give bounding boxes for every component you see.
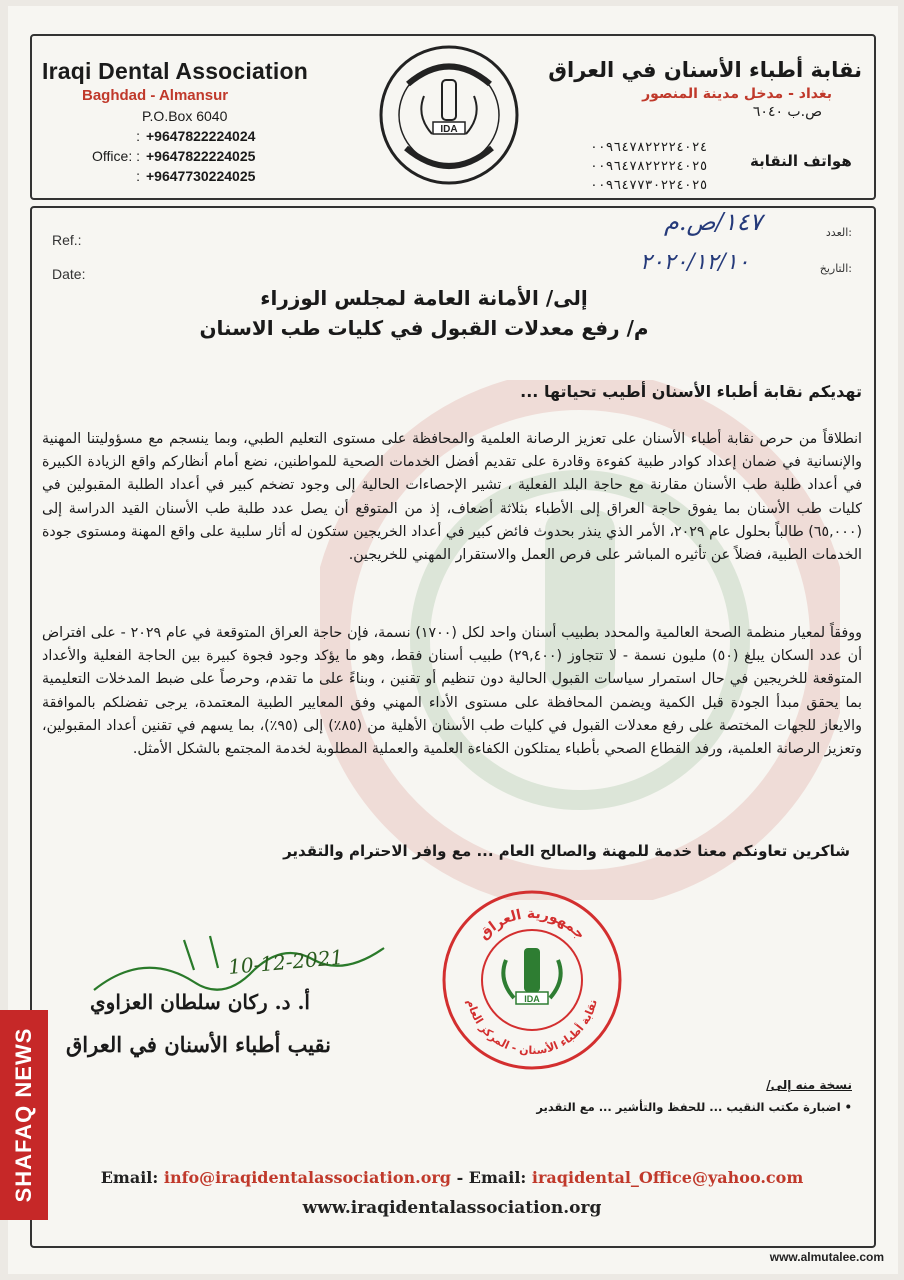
- letter-greeting: تهديكم نقابة أطباء الأسنان أطيب تحياتها ...: [520, 382, 862, 401]
- footer-website-link[interactable]: www.iraqidentalassociation.org: [302, 1198, 602, 1218]
- phone-row: [42, 126, 342, 146]
- letter-subject: م/ رفع معدلات القبول في كليات طب الاسنان: [199, 316, 649, 340]
- almutalee-watermark: www.almutalee.com: [769, 1250, 884, 1264]
- phone-label: :: [136, 128, 140, 144]
- svg-text:جمهورية العراق: [476, 906, 588, 943]
- shafaq-news-text: SHAFAQ NEWS: [11, 1027, 36, 1203]
- phone-list-en: [42, 126, 342, 186]
- date-label-en: Date:: [52, 266, 86, 282]
- footer-emails: [0, 1168, 904, 1187]
- association-title-ar: نقابة أطباء الأسنان في العراق: [548, 58, 862, 82]
- association-title-en: Iraqi Dental Association: [42, 58, 308, 84]
- phones-label-ar: هواتف النقابة: [750, 152, 852, 170]
- email-separator: -: [451, 1168, 469, 1187]
- phone-number: +9647730224025: [146, 168, 256, 184]
- phone-row: [42, 146, 342, 166]
- association-pobox-ar: ص.ب ٦٠٤٠: [752, 104, 822, 120]
- copy-to-item: • اضبارة مكتب النقيب ... للحفظ والتأشير ... مع التقدير: [536, 1100, 852, 1114]
- phone-number: +9647822224025: [146, 148, 256, 164]
- letterhead-arabic: [542, 58, 862, 120]
- seal-text-top: جمهورية العراق: [475, 905, 589, 943]
- signature-date: 10-12-2021: [227, 945, 345, 979]
- svg-text:نقابة أطباء الأسنان - المركز ا: [464, 998, 600, 1057]
- phone-list-ar: [590, 138, 707, 195]
- handwritten-reference-number: ١٤٧/ص.م: [664, 208, 763, 236]
- association-city-en: Baghdad - Almansur: [82, 87, 229, 104]
- ref-label-ar: العدد:: [825, 226, 852, 239]
- seal-text-bottom: نقابة أطباء الأسنان - المركز العام: [464, 998, 600, 1058]
- email-link-office[interactable]: iraqidental_Office@yahoo.com: [531, 1168, 804, 1187]
- letter-closing: شاكرين تعاونكم معنا خدمة للمهنة والصالح العام ... مع وافر الاحترام والتقدير: [283, 842, 850, 860]
- signer-name: أ. د. ركان سلطان العزاوي: [90, 990, 310, 1014]
- seal-logo-text: IDA: [524, 994, 540, 1004]
- phone-number: +9647822224024: [146, 128, 256, 144]
- phone-row: [42, 166, 342, 186]
- email-label: Email:: [100, 1168, 159, 1187]
- official-seal: [440, 888, 624, 1072]
- letterhead-english: [42, 58, 342, 186]
- letter-addressee: إلى/ الأمانة العامة لمجلس الوزراء: [260, 286, 588, 310]
- email-label: Email:: [468, 1168, 527, 1187]
- phone-number-ar: ٠٠٩٦٤٧٧٣٠٢٢٤٠٢٥: [590, 178, 708, 193]
- signer-title: نقيب أطباء الأسنان في العراق: [66, 1032, 332, 1057]
- phone-label: Office: :: [92, 148, 140, 164]
- date-label-ar: التاريخ:: [819, 262, 852, 275]
- association-pobox-en: P.O.Box 6040: [142, 108, 228, 124]
- association-city-ar: بغداد - مدخل مدينة المنصور: [642, 86, 832, 102]
- association-logo: [378, 44, 520, 186]
- handwritten-date: ٢٠٢٠/١٢/١٠: [640, 250, 750, 275]
- email-link-info[interactable]: info@iraqidentalassociation.org: [163, 1168, 451, 1187]
- phone-label: :: [136, 168, 140, 184]
- phone-number-ar: ٠٠٩٦٤٧٨٢٢٢٢٤٠٢٤: [590, 140, 708, 155]
- phone-number-ar: ٠٠٩٦٤٧٨٢٢٢٢٤٠٢٥: [590, 159, 708, 174]
- copy-to-label: نسخة منه إلى/: [766, 1078, 852, 1092]
- logo-text: IDA: [440, 124, 458, 135]
- letter-paragraph-1: انطلاقاً من حرص نقابة أطباء الأسنان على تعزيز الرصانة العلمية والمحافظة على مستوى التعليم الطبي، وبما ينسجم مع مسؤوليتنا المهنية والإنسانية في ضمان إعداد كوادر طبية كفوءة وقادرة على تقديم أفضل الخدمات الصحية للمواطنين، نضع أمام أنظاركم واقع الزيادة الكبيرة في أعداد طلبة طب الأسنان مقارنة مع حاجة البلد الفعلية ، تشير الإحصاءات الحالية إلى وجود تضخم كبير في أعداد الطلبة المقبولين في كليات طب الأسنان بما يفوق حاجة العراق إلى الأطباء بثلاثة أضعاف، إذ من المتوقع أن يصل عدد طلبة طب الأسنان القيد الدراسة إلى (٦٥,٠٠٠) طالباً بحلول عام ٢٠٢٩، الأمر الذي ينذر بحدوث فائض كبير في أعداد الخريجين ستكون له أثار سلبية على واقع المهنة ومستوى جودة الخدمات الطبية، فضلاً عن تأثيره المباشر على فرص العمل والاستقرار المهني للخريجين.: [42, 431, 862, 564]
- ref-label-en: Ref.:: [52, 232, 82, 248]
- letter-paragraph-2: ووفقاً لمعيار منظمة الصحة العالمية والمحدد بطبيب أسنان واحد لكل (١٧٠٠) نسمة، فإن حاجة العراق المتوقعة في عام ٢٠٢٩ - على افتراض أن عدد السكان يبلغ (٥٠) مليون نسمة - لا تتجاوز (٢٩,٤٠٠) طبيب أسنان فقط، وهو ما يؤكد وجود فجوة كبيرة بين الحاجة الفعلية والأعداد المتوقعة للخريجين في حال استمرار سياسات القبول الحالية دون تنظيم أو تقنين ، وبناءً على ما تقدم، وحرصاً على ضبط المدخلات التعليمية بما يحقق مبدأ الجودة قبل الكمية ويضمن المحافظة على مستوى الأداء المهني وفق المعايير الطبية المعتمدة، يرجى تفضلكم بالموافقة والايعاز للجهات المختصة على رفع معدلات القبول في كليات طب الأسنان الأهلية من (٨٥٪) إلى (٩٥٪)، بما يسهم في تقنين أعداد المقبولين، وتعزيز الرصانة العلمية، ورفد القطاع الصحي بأطباء يمتلكون الكفاءة العلمية والعملية المطلوبة لخدمة المجتمع بالشكل الأمثل.: [42, 625, 863, 758]
